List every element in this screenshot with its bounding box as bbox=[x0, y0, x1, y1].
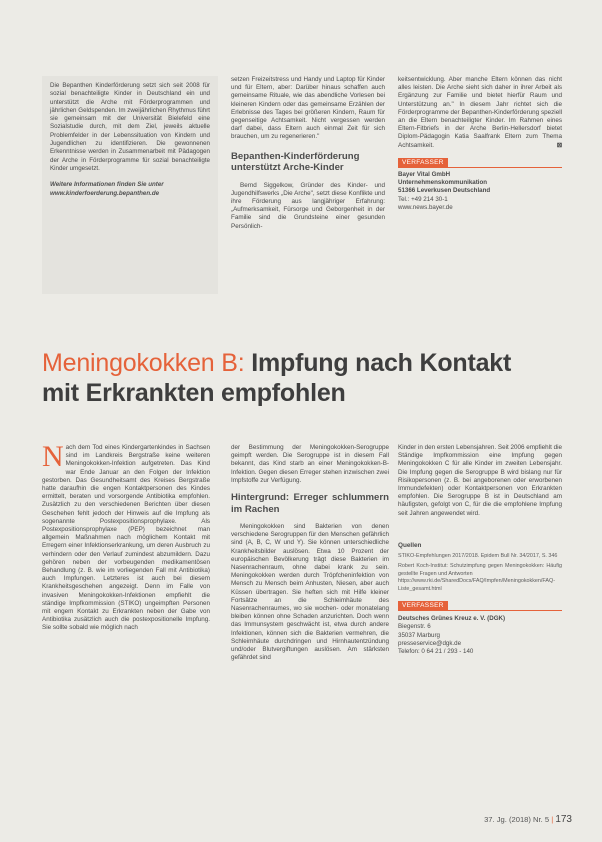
title-line2: mit Erkrankten empfohlen bbox=[42, 379, 346, 407]
author-tag-rule bbox=[398, 167, 562, 168]
contact-street: Biegenstr. 6 bbox=[398, 623, 431, 631]
contact-email[interactable]: presseservice@dgk.de bbox=[398, 639, 462, 647]
footer-separator: | bbox=[551, 815, 554, 824]
drop-cap: N bbox=[42, 440, 64, 473]
title-brand: Meningokokken B: bbox=[42, 349, 245, 377]
contact-phone: Tel.: +49 214 30-1 bbox=[398, 195, 448, 203]
section-heading-kinderfoerderung: Bepanthen-Kinderförderung unterstützt Arche-Kinder bbox=[231, 150, 360, 174]
author-contact-top bbox=[398, 171, 562, 212]
end-mark-icon: ⊠ bbox=[556, 141, 562, 149]
source-item: STIKO-Empfehlungen 2017/2018. Epidem Bull Nr. 34/2017, S. 346 bbox=[398, 553, 558, 560]
article-title bbox=[42, 348, 572, 408]
contact-city: 35037 Marburg bbox=[398, 631, 440, 639]
article-col2-text: der Bestimmung der Meningokokken-Serogruppe geimpft werden. Die Serogruppe ist in diesem Fall bekannt, das Kind starb an einer Meningokokken-B-Infektion. Gegen diesen Erreger stehen inzwischen zwei Impfstoffe zur Verfügung. bbox=[231, 444, 389, 484]
info-box-text: Die Bepanthen Kinderförderung setzt sich seit 2008 für sozial benachteiligte Kinder in Deutschland ein und unterstützt die Arche mit Förderprogrammen und jährlichen Geldspenden. Im zweijährlichen Rhythmus führt sie gemeinsam mit der Universität Bielefeld eine Sozialstudie durch, mit dem Ziel, jeweils aktuelle Problemfelder in der Lebenssituation von Kindern und Jugendlichen zu identifizieren. Die gewonnenen Erkenntnisse werden in Zusammenarbeit mit Pädagogen der Arche in Förderprogramme für sozial benachteiligte Kinder umgesetzt. bbox=[50, 82, 210, 172]
author-tag-rule bbox=[398, 610, 562, 611]
author-tag-top bbox=[398, 158, 562, 168]
top-middle-text: setzen Freizeitstress und Handy und Laptop für Kinder und für Eltern, aber: Darüber hinaus schaffen auch gemeinsame Rituale, wie das abendliche Vorlesen bei kleineren Kindern oder das gemeinsame Erzählen der Erlebnisse des Tages bei größeren Kindern, Raum für gegenseitige Achtsamkeit. Nicht vergessen werden darf dabei, dass Eltern auch einmal Zeit für sich brauchen, um zu regenerieren." bbox=[231, 76, 385, 141]
author-contact-bottom bbox=[398, 615, 562, 656]
page-number: 173 bbox=[555, 814, 572, 825]
contact-department: Unternehmenskommunikation bbox=[398, 179, 488, 187]
article-column-2 bbox=[231, 444, 389, 662]
sources-block bbox=[398, 542, 562, 593]
top-right-text: keitsentwicklung. Aber manche Eltern können das nicht alles leisten. Die Arche sieht sich daher in ihrer Arbeit als Ergänzung zur Familie und bietet hierfür Raum und Unterstützung an." In diesem Jahr richtet sich die Förderprogramme der Bepanthen-Kinderförderung speziell an die Eltern benachteiligter Kinder. Im Rahmen eines Eltern-Fitbriefs in der Arche Berlin-Hellersdorf bietet Diplom-Pädagogin Katia Saalfrank Eltern zum Thema Achtsamkeit. bbox=[398, 76, 562, 149]
top-middle-column bbox=[231, 76, 385, 231]
article-col1-text: ach dem Tod eines Kindergartenkindes in Sachsen sind im Landkreis Bergstraße keine weiteren Meningokokken-Infektion aufgetreten. Das Kind war Ende Januar an den Folgen der Infektion gestorben. Das Gesundheitsamt des Kreises Bergstraße hatte daraufhin die engen Kontaktpersonen des Kindes ermittelt, beraten und vorsorgende Antibiotika empfohlen. Zusätzlich zu den verschiedenen Berichten über diesen Geschehen fehlt jedoch der Hinweis auf die Impfung als sogenannte Postexpositionsprophylaxe. Als Postexpositionsprophylaxe (PEP) bezeichnet man allgemein Maßnahmen nach möglichem Kontakt mit Erregern einer Infektionserkrankung, um deren Ausbruch zu verhindern oder den Verlauf zumindest abzumildern. Dazu gehören neben der vorbeugenden medikamentösen Behandlung (z. B. wie im vorliegenden Fall mit Antibiotika) auch Impfungen. Letzteres ist auch bei diesem Krankheitsgeschehen angezeigt. Denn im Falle von invasiven Meningokokken-Infektionen empfiehlt die ständige Impfkommission (STIKO) ungeimpften Personen mit engem Kontakt zu Erkrankten neben der Gabe von Antibiotika zusätzlich auch die postexpositionelle Impfung. Sie sollte sobald wie möglich nach bbox=[42, 444, 210, 632]
sources-heading: Quellen bbox=[398, 541, 422, 549]
contact-company: Bayer Vital GmbH bbox=[398, 171, 451, 179]
contact-website[interactable]: www.news.bayer.de bbox=[398, 203, 453, 211]
section-heading-hintergrund: Hintergrund: Erreger schlummern im Rachen bbox=[231, 492, 389, 515]
author-tag-bottom bbox=[398, 601, 562, 611]
title-line1: Impfung nach Kontakt bbox=[251, 349, 512, 377]
author-tag-label: VERFASSER bbox=[398, 601, 448, 610]
article-col3-text: Kinder in den ersten Lebensjahren. Seit 2006 empfiehlt die Ständige Impfkommission eine Impfung gegen Meningokokken C für alle Kinder im zweiten Lebensjahr. Die Impfung gegen die Serogruppe B wird bislang nur für Risikopersonen (z. B. bei angeborenen oder erworbenen Immundefekten) oder Kontaktpersonen von Erkrankten empfohlen. Die Serogruppe B ist in Deutschland am häufigsten, gefolgt von C, für die die empfohlene Impfung seit Jahren angewendet wird. bbox=[398, 444, 562, 517]
article-column-1 bbox=[42, 440, 210, 633]
top-middle-text-2: Bernd Siggelkow, Gründer des Kinder- und Jugendhilfswerks „Die Arche", setzt diese Konflikte und ihre Förderung aus langjähriger Erfahrung: „Aufmerksamkeit, Fürsorge und Geborgenheit in der Familie sind die Grundsteine einer gesunden Persönlich- bbox=[231, 181, 385, 230]
article-column-3 bbox=[398, 444, 562, 656]
author-tag-label: VERFASSER bbox=[398, 158, 448, 167]
footer-volume: 37. Jg. (2018) Nr. 5 bbox=[484, 815, 550, 824]
top-right-column bbox=[398, 76, 562, 212]
contact-address: 51366 Leverkusen Deutschland bbox=[398, 187, 491, 195]
page-footer bbox=[484, 814, 572, 825]
contact-organisation: Deutsches Grünes Kreuz e. V. (DGK) bbox=[398, 615, 506, 623]
info-box-more-link[interactable]: Weitere Informationen finden Sie unter www.kinderfoerderung.bepanthen.de bbox=[50, 181, 164, 197]
article-col2-text-2: Meningokokken sind Bakterien von denen verschiedene Serogruppen für den Menschen gefährlich sind (A, B, C, W und Y). Sie können unterschiedliche Krankheitsbilder auslösen. Etwa 10 Prozent der europäischen Bevölkerung trägt diese Bakterien im Nasenrachenraum, ohne dabei krank zu sein. Meningokokken werden durch Tröpfcheninfektion von Mensch zu Mensch beim Anhusten, Niesen, aber auch Küssen übertragen. Sie heften sich mit Hilfe kleiner Fortsätze an die Schleimhäute des Nasenrachenraumes, wo sie wochen- oder monatelang bleiben können ohne Schaden anzurichten. Doch wenn das Immunsystem geschwächt ist, etwa durch andere Infektionen, können sich die Bakterien vermehren, die Schleimhäute durchdringen und Hirnhautentzündung und/oder Blutvergiftungen auslösen. Am stärksten gefährdet sind bbox=[231, 523, 389, 662]
source-item: Robert Koch-Institut: Schutzimpfung gegen Meningokokken: Häufig gestellte Fragen und Antworten bbox=[398, 563, 562, 577]
contact-phone: Telefon: 0 64 21 / 293 - 140 bbox=[398, 648, 474, 656]
info-box bbox=[42, 76, 218, 294]
source-link[interactable]: https://www.rki.de/SharedDocs/FAQ/Impfen/Meningokokken/FAQ-Liste_gesamt.html bbox=[398, 578, 555, 592]
